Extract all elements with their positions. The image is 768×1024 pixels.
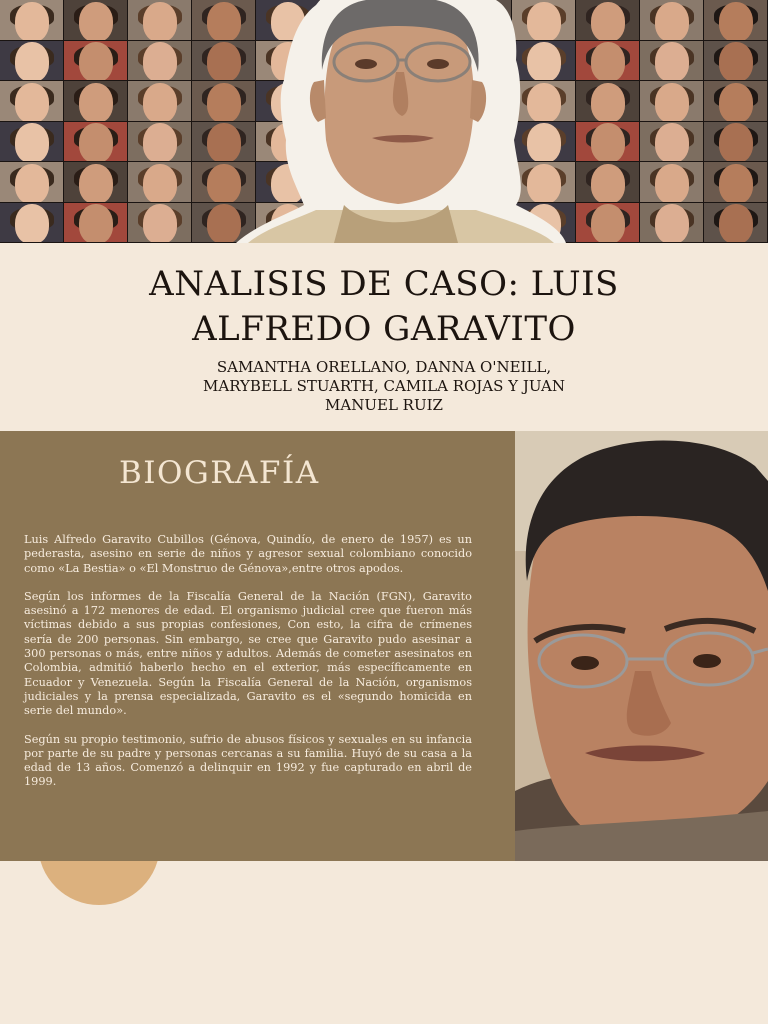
victim-photo-tile [0,203,64,244]
tile-face [79,123,113,162]
authors-line: MANUEL RUIZ [325,396,443,414]
tile-face [655,204,689,243]
page-title-line: ANALISIS DE CASO: LUIS [149,264,619,304]
tile-face [143,42,177,81]
victim-photo-tile [0,0,64,41]
victim-photo-tile [576,122,640,163]
authors-line: MARYBELL STUARTH, CAMILA ROJAS Y JUAN [203,377,565,395]
victim-photo-tile [704,203,768,244]
tile-face [79,2,113,41]
page-title [60,262,708,352]
biography-heading: BIOGRAFÍA [119,455,320,491]
tile-face [79,83,113,122]
tile-face [15,164,49,203]
victim-photo-tile [128,203,192,244]
tile-face [655,42,689,81]
tile-face [655,2,689,41]
tile-face [719,123,753,162]
victim-photo-tile [640,41,704,82]
tile-face [719,204,753,243]
victim-photo-tile [640,81,704,122]
page-title-line: ALFREDO GARAVITO [192,309,576,349]
tile-face [591,123,625,162]
victim-photo-tile [128,0,192,41]
tile-face [591,204,625,243]
victim-photo-tile [128,41,192,82]
tile-face [143,164,177,203]
victim-photo-tile [64,203,128,244]
victim-photo-tile [576,81,640,122]
victim-photo-tile [640,122,704,163]
tile-face [591,164,625,203]
victim-photo-tile [128,122,192,163]
victim-photo-tile [640,203,704,244]
portrait-cutout-image [226,0,566,243]
tile-face [143,83,177,122]
tile-face [655,123,689,162]
tile-face [143,2,177,41]
victim-photo-tile [640,162,704,203]
victim-photo-tile [704,81,768,122]
victim-photo-tile [0,162,64,203]
victim-photo-tile [64,81,128,122]
victim-photo-tile [64,122,128,163]
victim-photo-tile [64,162,128,203]
tile-face [719,42,753,81]
victim-photo-tile [576,203,640,244]
victim-photo-tile [576,41,640,82]
tile-face [143,123,177,162]
victim-photo-tile [704,41,768,82]
tile-face [79,204,113,243]
victim-photo-tile [640,0,704,41]
victim-photo-tile [704,122,768,163]
tile-face [15,123,49,162]
tile-face [719,2,753,41]
tile-face [79,42,113,81]
victim-photo-tile [64,41,128,82]
tile-face [591,42,625,81]
header-banner [0,0,768,243]
biography-paragraph: Luis Alfredo Garavito Cubillos (Génova, Quindío, de enero de 1957) es un pederasta, asesino en serie de niños y agresor sexual colombiano conocido como «La Bestia» o «El Monstruo de Génova»,entre otros apodos. [24,533,472,575]
tile-face [15,2,49,41]
tile-face [591,2,625,41]
victim-photo-tile [0,122,64,163]
tile-face [719,164,753,203]
side-portrait-photo [515,431,768,861]
victim-photo-tile [576,162,640,203]
authors-line: SAMANTHA ORELLANO, DANNA O'NEILL, [216,358,552,376]
tile-face [79,164,113,203]
tile-face [591,83,625,122]
tile-face [15,204,49,243]
tile-face [655,83,689,122]
biography-text [24,533,472,804]
victim-photo-tile [576,0,640,41]
victim-photo-tile [0,81,64,122]
tile-face [15,42,49,81]
tile-face [719,83,753,122]
tile-face [15,83,49,122]
biography-paragraph: Según su propio testimonio, sufrio de abusos físicos y sexuales en su infancia por parte de su padre y personas cercanas a su familia. Huyó de su casa a la edad de 13 años. Comenzó a delinquir en 1992 y fue capturado en abril de 1999. [24,732,472,789]
victim-photo-tile [128,81,192,122]
biography-paragraph: Según los informes de la Fiscalía General de la Nación (FGN), Garavito asesinó a 172 menores de edad. El organismo judicial cree que fueron más víctimas debido a sus propias confesiones, Con esto, la cifra de crímenes sería de 200 personas. Sin embargo, se cree que Garavito pudo asesinar a 300 personas o más, entre niños y adultos. Además de cometer asesinatos en Colombia, admitió haberlo hecho en el exterior, más específicamente en Ecuador y Venezuela. Según la Fiscalía General de la Nación, organismos judiciales y la prensa especializada, Garavito es el «segundo homicida en serie del mundo». [24,589,472,718]
tile-face [143,204,177,243]
victim-photo-tile [128,162,192,203]
victim-photo-tile [704,0,768,41]
victim-photo-tile [64,0,128,41]
victim-photo-tile [0,41,64,82]
authors-list [170,358,598,415]
tile-face [655,164,689,203]
victim-photo-tile [704,162,768,203]
